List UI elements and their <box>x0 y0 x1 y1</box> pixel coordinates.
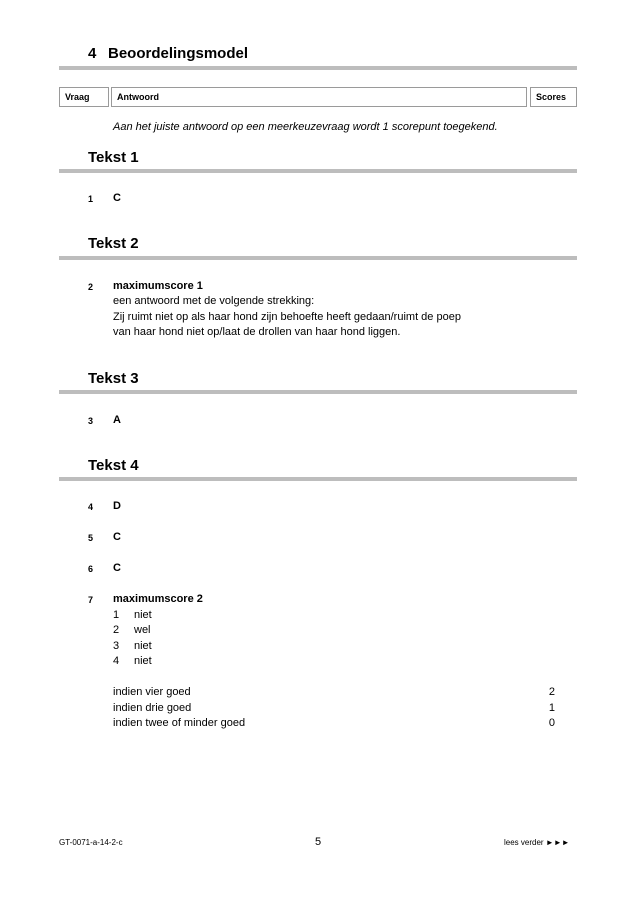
scoring-rule-score: 0 <box>548 717 555 729</box>
text-heading-1: Tekst 1 <box>88 149 139 166</box>
answer-line: van haar hond niet op/laat de drollen van haar hond liggen. <box>113 326 401 338</box>
text-divider-1 <box>59 169 577 173</box>
question-number: 2 <box>88 282 94 292</box>
scoring-rule-label: indien drie goed <box>113 702 192 714</box>
column-header-vraag: Vraag <box>59 87 109 107</box>
answer-line: een antwoord met de volgende strekking: <box>113 295 315 307</box>
text-heading-3: Tekst 3 <box>88 370 139 387</box>
answer-line: Zij ruimt niet op als haar hond zijn behoefte heeft gedaan/ruimt de poep <box>113 311 461 323</box>
document-code: GT-0071-a-14-2-c <box>59 838 123 847</box>
question-number: 7 <box>88 595 94 605</box>
continue-note: lees verder ►►► <box>504 838 570 847</box>
section-number: 4 <box>88 45 97 62</box>
item-value: wel <box>134 624 151 636</box>
question-number: 4 <box>88 502 94 512</box>
item-value: niet <box>134 655 152 667</box>
text-divider-4 <box>59 477 577 481</box>
page-number: 5 <box>314 836 322 848</box>
item-number: 4 <box>113 655 120 667</box>
question-answer: C <box>113 562 121 574</box>
item-number: 3 <box>113 640 120 652</box>
item-number: 2 <box>113 624 120 636</box>
item-value: niet <box>134 609 152 621</box>
question-answer: C <box>113 192 121 204</box>
text-divider-2 <box>59 256 577 260</box>
max-score-heading: maximumscore 1 <box>113 280 203 292</box>
question-answer: A <box>113 414 121 426</box>
scoring-rule-score: 1 <box>548 702 555 714</box>
question-number: 5 <box>88 533 94 543</box>
section-title <box>88 45 248 62</box>
text-heading-4: Tekst 4 <box>88 457 139 474</box>
item-number: 1 <box>113 609 120 621</box>
question-number: 3 <box>88 416 94 426</box>
question-number: 1 <box>88 194 94 204</box>
text-divider-3 <box>59 390 577 394</box>
text-heading-2: Tekst 2 <box>88 235 139 252</box>
max-score-heading: maximumscore 2 <box>113 593 203 605</box>
question-number: 6 <box>88 564 94 574</box>
column-header-scores: Scores <box>530 87 577 107</box>
scoring-rule-label: indien vier goed <box>113 686 191 698</box>
question-answer: C <box>113 531 121 543</box>
section-title-text: Beoordelingsmodel <box>108 45 249 62</box>
question-answer: D <box>113 500 121 512</box>
scoring-rule-score: 2 <box>548 686 555 698</box>
column-header-antwoord: Antwoord <box>111 87 527 107</box>
scoring-intro: Aan het juiste antwoord op een meerkeuzevraag wordt 1 scorepunt toegekend. <box>113 121 498 133</box>
scoring-rule-label: indien twee of minder goed <box>113 717 246 729</box>
item-value: niet <box>134 640 152 652</box>
section-divider <box>59 66 577 70</box>
